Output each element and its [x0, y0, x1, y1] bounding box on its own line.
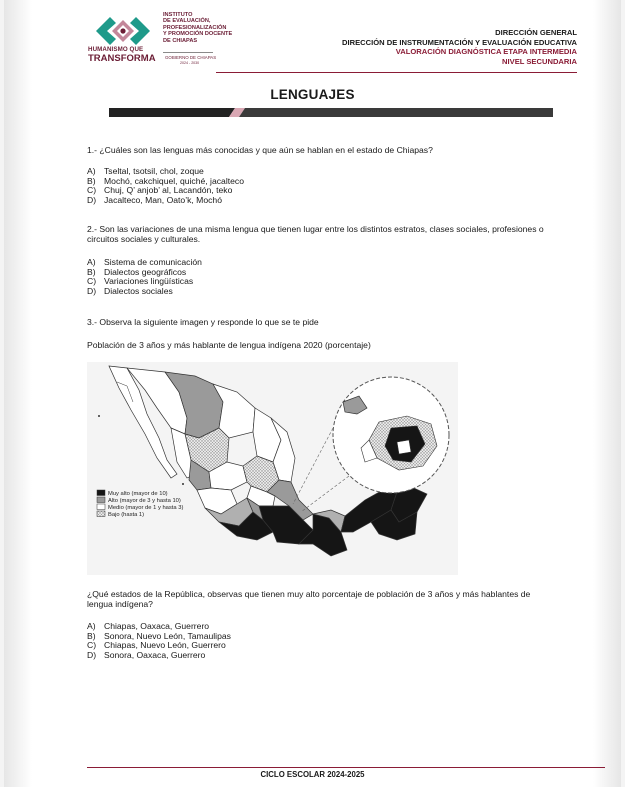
question-2-options [87, 258, 202, 296]
question-1-options [87, 167, 244, 205]
option-3d[interactable]: D) Sonora, Oaxaca, Guerrero [87, 649, 206, 660]
question-3-text: 3.- Observa la siguiente imagen y responde lo que se te pide [87, 317, 319, 327]
map-caption: Población de 3 años y más hablante de lengua indígena 2020 (porcentaje) [87, 340, 371, 350]
option-2a[interactable]: A) Sistema de comunicación [87, 257, 202, 267]
logo-slogan-line2: TRANSFORMA [88, 53, 156, 64]
government-period: 2024 - 2030 [180, 61, 200, 65]
option-2c[interactable]: C) Variaciones lingüísticas [87, 276, 194, 287]
option-1a[interactable]: A) Tseltal, tsotsil, chol, zoque [87, 166, 204, 176]
mexico-indigenous-language-map [87, 362, 458, 575]
question-3-options [87, 622, 231, 660]
title-decorative-bar [109, 108, 553, 117]
legend-label-very-high: Muy alto (mayor de 10) [108, 491, 168, 497]
footer-school-year: CICLO ESCOLAR 2024-2025 [260, 770, 365, 779]
legend-swatch-very-high [97, 490, 105, 496]
legend-swatch-medium [97, 504, 105, 510]
page-title: LENGUAJES [270, 87, 355, 102]
institute-name: INSTITUTO DE EVALUACIÓN, PROFESIONALIZACIÓN Y PROMOCIÓN DOCENTE DE CHIAPAS [163, 12, 233, 44]
header-directorate: DIRECCIÓN GENERAL DIRECCIÓN DE INSTRUMENTACIÓN Y EVALUACIÓN EDUCATIVA VALORACIÓN DIAGNÓSTICA ETAPA INTERMEDIA NIVEL SECUNDARIA [342, 28, 577, 66]
institute-divider [163, 52, 213, 53]
legend-swatch-low [97, 511, 105, 517]
option-3a[interactable]: A) Chiapas, Oaxaca, Guerrero [87, 621, 210, 631]
government-label: GOBIERNO DE CHIAPAS [165, 55, 217, 60]
option-3b[interactable]: B) Sonora, Nuevo León, Tamaulipas [87, 630, 231, 641]
humanismo-logo-icon [92, 14, 154, 48]
question-2-text: 2.- Son las variaciones de una misma lengua que tienen lugar entre los distintos estratos, clases sociales, profesiones o circuitos sociales y culturales. [87, 224, 544, 245]
option-2b[interactable]: B) Dialectos geográficos [87, 266, 187, 277]
page-shadow-left [4, 0, 32, 787]
legend-label-medium: Medio (mayor de 1 y hasta 3) [108, 505, 184, 511]
option-1c[interactable]: C) Chuj, Q’ anjob’ al, Lacandón, teko [87, 185, 233, 196]
question-1-text: 1.- ¿Cuáles son las lenguas más conocidas y que aún se hablan en el estado de Chiapas? [87, 145, 433, 155]
page-shadow-right [593, 0, 621, 787]
logo-slogan-line1: HUMANISMO QUE [88, 46, 144, 53]
legend-swatch-high [97, 497, 105, 503]
question-3-prompt: ¿Qué estados de la República, observas que tienen muy alto porcentaje de población de 3 años y más hablantes de lengua indígena? [87, 589, 531, 610]
footer-rule [87, 767, 605, 768]
option-2d[interactable]: D) Dialectos sociales [87, 285, 173, 296]
option-3c[interactable]: C) Chiapas, Nuevo León, Guerrero [87, 640, 226, 651]
header-rule [216, 72, 577, 73]
option-1d[interactable]: D) Jacalteco, Man, Oato’k, Mochó [87, 194, 222, 205]
legend-label-low: Bajo (hasta 1) [108, 512, 145, 518]
option-1b[interactable]: B) Mochó, cakchiquel, quiché, jacalteco [87, 175, 244, 186]
legend-label-high: Alto (mayor de 3 y hasta 10) [108, 498, 181, 504]
